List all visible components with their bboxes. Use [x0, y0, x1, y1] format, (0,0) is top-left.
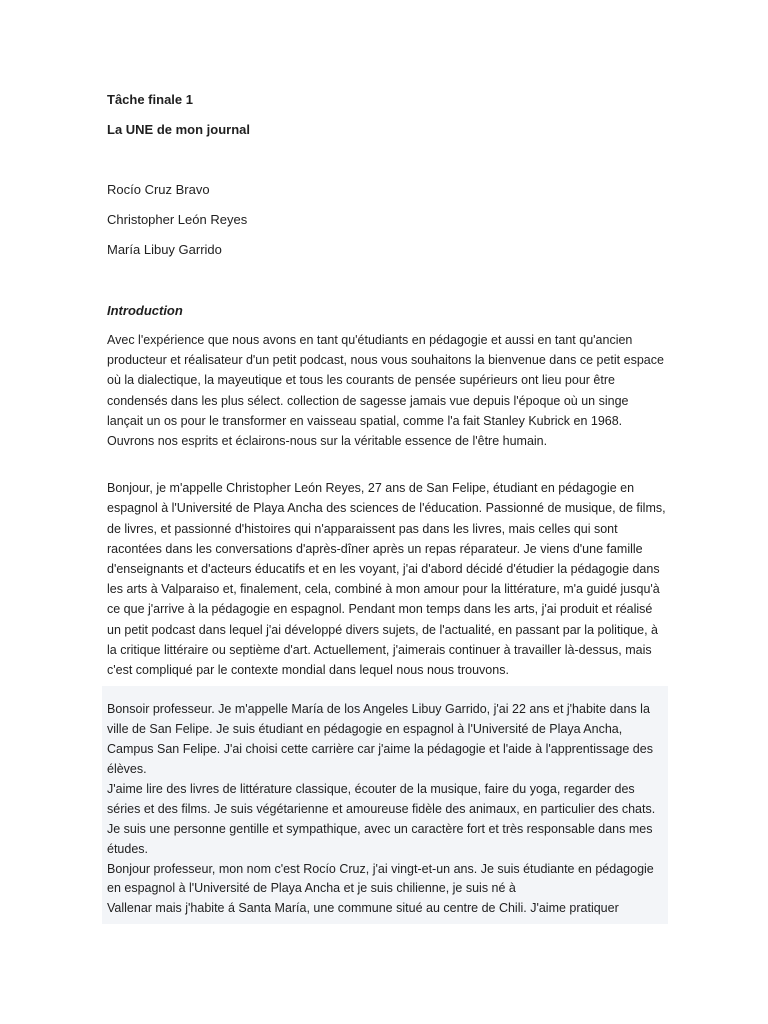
- highlighted-section: [102, 686, 668, 924]
- document-body: [107, 90, 667, 924]
- introduction-heading: Introduction: [107, 303, 183, 318]
- rocio-paragraph-1: Bonjour professeur, mon nom c'est Rocío Cruz, j'ai vingt-et-un ans. Je suis étudiante en pédagogie en espagnol à l'Université de Playa Ancha et je suis chilienne, je suis né à: [107, 861, 654, 896]
- introduction-paragraph: Avec l'expérience que nous avons en tant qu'étudiants en pédagogie et aussi en tant qu'ancien producteur et réalisateur d'un petit podcast, nous vous souhaitons la bienvenue dans ce petit espace où la dialectique, la mayeutique et tous les courants de pensée supérieurs ont lieu pour être condensés dans les plus sélect. collection de sagesse jamais vue depuis l'époque où un singe lançait un os pour le transformer en vaisseau spatial, comme l'a fait Stanley Kubrick en 1968. Ouvrons nos esprits et éclairons-nous sur la véritable essence de l'être humain.: [107, 333, 664, 449]
- rocio-paragraph-2: Vallenar mais j'habite á Santa María, une commune situé au centre de Chili. J'aime pratiquer: [107, 901, 619, 916]
- author-name: Christopher León Reyes: [107, 212, 248, 227]
- task-title: Tâche finale 1: [107, 92, 193, 107]
- author-name: María Libuy Garrido: [107, 242, 222, 257]
- author-name: Rocío Cruz Bravo: [107, 182, 210, 197]
- maria-paragraph-1: Bonsoir professeur. Je m'appelle María de los Angeles Libuy Garrido, j'ai 22 ans et j'habite dans la ville de San Felipe. Je suis étudiant en pédagogie en espagnol à l'Université de Playa Ancha, Campus San Felipe. J'ai choisi cette carrière car j'aime la pédagogie et l'aide à l'apprentissage des élèves.: [107, 702, 653, 776]
- document-subtitle: La UNE de mon journal: [107, 122, 251, 137]
- christopher-paragraph: Bonjour, je m'appelle Christopher León Reyes, 27 ans de San Felipe, étudiant en pédagogie en espagnol à l'Université de Playa Ancha des sciences de l'éducation. Passionné de musique, de films, de livres, et passionné d'histoires qui n'apparaissent pas dans les livres, mais celles qui sont racontées dans les conversations d'après-dîner après un repas réparateur. Je viens d'une famille d'enseignants et d'acteurs éducatifs et en les voyant, j'ai d'abord décidé d'étudier la pédagogie dans les arts à Valparaiso et, finalement, cela, combiné à mon amour pour la littérature, m'a guidé jusqu'à ce que j'arrive à la pédagogie en espagnol. Pendant mon temps dans les arts, j'ai produit et réalisé un petit podcast dans lequel j'ai développé divers sujets, de l'actualité, en passant par la politique, à la critique littéraire ou septième d'art. Actuellement, j'aimerais continuer à travailler là-dessus, mais c'est compliqué par le contexte mondial dans lequel nous nous trouvons.: [107, 481, 666, 678]
- maria-paragraph-2: J'aime lire des livres de littérature classique, écouter de la musique, faire du yoga, regarder des séries et des films. Je suis végétarienne et amoureuse fidèle des animaux, en particulier des chats. Je suis une personne gentille et sympathique, avec un caractère fort et très responsable dans mes études.: [107, 781, 656, 856]
